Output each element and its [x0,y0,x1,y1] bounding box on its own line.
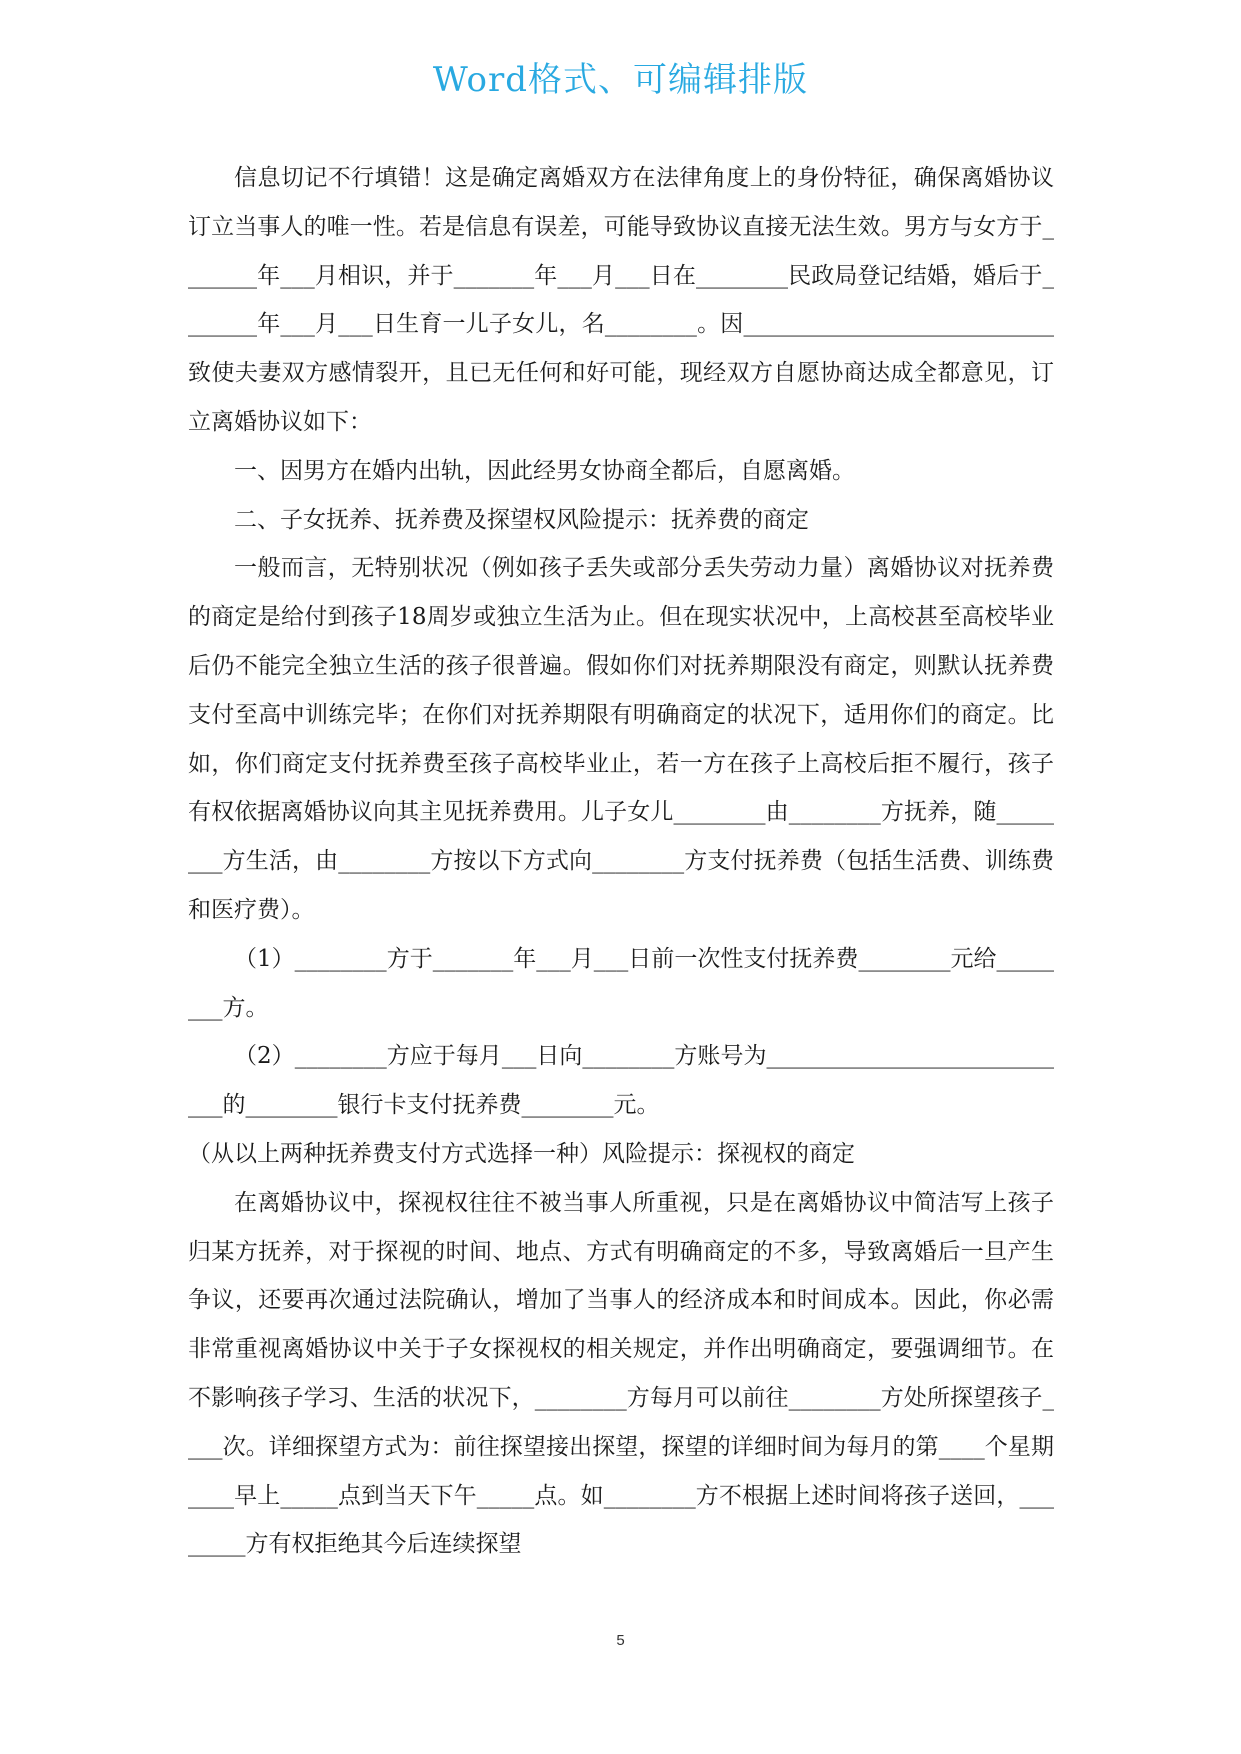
document-body [188,154,1054,1569]
paragraph-visitation-heading: （从以上两种抚养费支付方式选择一种）风险提示：探视权的商定 [188,1140,855,1167]
paragraph-intro: 信息切记不行填错！这是确定离婚双方在法律角度上的身份特征，确保离婚协议订立当事人的唯一性。若是信息有误差，可能导致协议直接无法生效。男方与女方于_______年___月相识，并于_______年___月___日在________民政局登记结婚，婚后于_______年___月___日生育一儿子女儿，名________。因___________________________致使夫妻双方感情裂开，且已无任何和好可能，现经双方自愿协商达成全都意见，订立离婚协议如下： [188,165,1054,435]
paragraph-payment-option-2: （2）________方应于每月___日向________方账号为____________________________的________银行卡支付抚养费________元。 [188,1043,1054,1119]
paragraph-clause-2-heading: 二、子女抚养、抚养费及探望权风险提示：抚养费的商定 [234,506,809,533]
paragraph-clause-1: 一、因男方在婚内出轨，因此经男女协商全都后，自愿离婚。 [234,457,855,484]
page-number: 5 [616,1632,625,1649]
paragraph-visitation-terms: 在离婚协议中，探视权往往不被当事人所重视，只是在离婚协议中简洁写上孩子归某方抚养，对于探视的时间、地点、方式有明确商定的不多，导致离婚后一旦产生争议，还要再次通过法院确认，增加了当事人的经济成本和时间成本。因此，你必需非常重视离婚协议中关于子女探视权的相关规定，并作出明确商定，要强调细节。在不影响孩子学习、生活的状况下，________方每月可以前往________方处所探望孩子____次。详细探望方式为：前往探望接出探望，探望的详细时间为每月的第____个星期____早上_____点到当天下午_____点。如________方不根据上述时间将孩子送回，________方有权拒绝其今后连续探望 [188,1189,1054,1558]
page-header-title: Word格式、可编辑排版 [432,60,809,100]
paragraph-payment-option-1: （1）________方于_______年___月___日前一次性支付抚养费________元给________方。 [188,945,1054,1021]
paragraph-support-terms: 一般而言，无特别状况（例如孩子丢失或部分丢失劳动力量）离婚协议对抚养费的商定是给付到孩子18周岁或独立生活为止。但在现实状况中，上高校甚至高校毕业后仍不能完全独立生活的孩子很普遍。假如你们对抚养期限没有商定，则默认抚养费支付至高中训练完毕；在你们对抚养期限有明确商定的状况下，适用你们的商定。比如，你们商定支付抚养费至孩子高校毕业止，若一方在孩子上高校后拒不履行，孩子有权依据离婚协议向其主见抚养费用。儿子女儿________由________方抚养，随________方生活，由________方按以下方式向________方支付抚养费（包括生活费、训练费和医疗费）。 [188,555,1054,923]
